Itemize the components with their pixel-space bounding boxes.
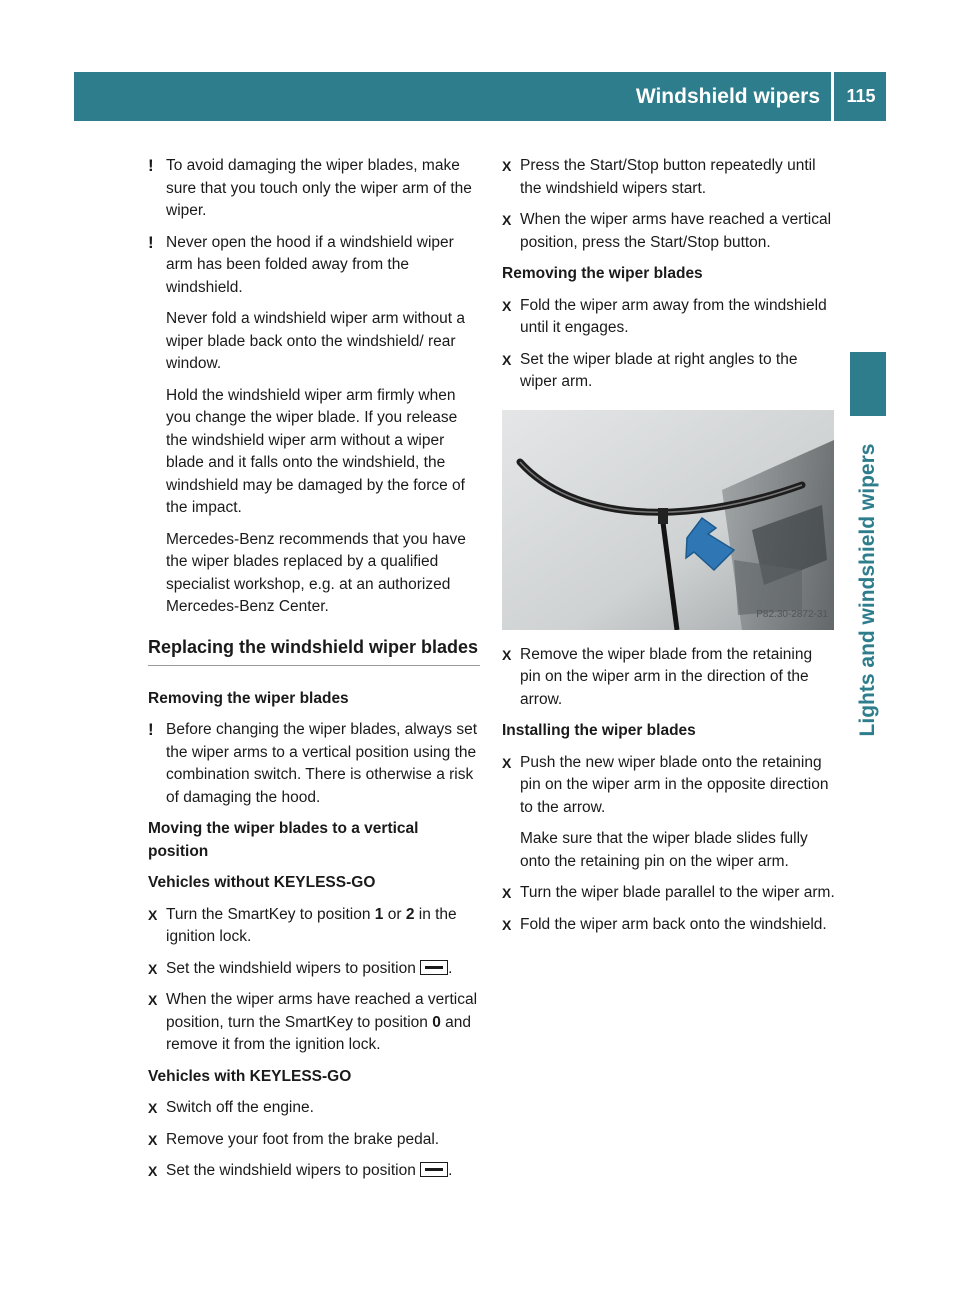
step-text: Set the windshield wipers to position <box>166 1162 421 1179</box>
section-title: Replacing the windshield wiper blades <box>148 635 480 666</box>
warning-text: Never open the hood if a windshield wiper arm has been folded away from the windshield. <box>166 233 454 296</box>
warning-paragraph: Hold the windshield wiper arm firmly when you change the wiper blade. If you release the windshield wiper arm without a wiper blade and it falls onto the windshield, the windshield may be damaged by the force of the impact. <box>166 386 465 516</box>
header-title: Windshield wipers <box>635 85 820 108</box>
step-text: Remove the wiper blade from the retaining pin on the wiper arm in the direction of the arrow. <box>520 645 813 708</box>
step-text-c: or <box>383 905 406 923</box>
warning-icon: ! <box>148 720 154 739</box>
position-1-value: 1 <box>374 905 384 923</box>
warning-note <box>148 232 480 300</box>
step-arrow-icon: X <box>502 754 512 771</box>
step-text: Push the new wiper blade onto the retaining pin on the wiper arm in the opposite direction to the arrow. <box>520 753 829 816</box>
step-text: Switch off the engine. <box>166 1099 314 1116</box>
step-arrow-icon: X <box>502 212 512 228</box>
left-column <box>148 155 480 1192</box>
warning-note <box>148 155 480 223</box>
step-item <box>502 914 835 937</box>
subheading-moving: Moving the wiper blades to a vertical position <box>148 820 419 860</box>
step-text: Set the wiper blade at right angles to the wiper arm. <box>520 350 798 390</box>
step-text: Remove your foot from the brake pedal. <box>166 1130 440 1148</box>
position-2-value: 2 <box>405 905 415 923</box>
step-item <box>148 1097 480 1120</box>
step-text-a: When the wiper arms have reached a vertical position, turn the SmartKey to position <box>166 991 478 1031</box>
wiper-blade-illustration <box>502 410 834 630</box>
step-arrow-icon: X <box>148 906 158 923</box>
warning-icon: ! <box>148 156 154 175</box>
step-item: X Set the windshield wipers to position . <box>148 958 480 981</box>
step-item <box>502 155 835 200</box>
header-divider <box>831 72 834 121</box>
step-arrow-icon: X <box>502 158 512 174</box>
warning-text: Before changing the wiper blades, always set the wiper arms to a vertical position using the combination switch. There is otherwise a risk of damaging the hood. <box>166 721 478 806</box>
step-note: Make sure that the wiper blade slides fully onto the retaining pin on the wiper arm. <box>520 830 808 870</box>
step-item <box>502 882 835 905</box>
header-bar <box>74 72 886 121</box>
subheading-with-keyless: Vehicles with KEYLESS-GO <box>148 1067 352 1085</box>
page-number: 115 <box>846 86 876 106</box>
step-arrow-icon: X <box>148 1131 158 1148</box>
step-item <box>502 644 835 712</box>
subheading-removing: Removing the wiper blades <box>148 689 349 707</box>
step-item <box>148 989 480 1057</box>
step-arrow-icon: X <box>502 351 512 368</box>
wiper-position-symbol-icon <box>420 960 448 975</box>
step-item <box>502 752 835 820</box>
step-text: Fold the wiper arm away from the windshield until it engages. <box>520 296 827 336</box>
right-column <box>502 155 835 945</box>
position-0-value: 0 <box>432 1013 441 1031</box>
step-item <box>502 349 835 394</box>
step-text: Fold the wiper arm back onto the windshield. <box>520 915 827 933</box>
step-text-c: and remove it from the ignition lock. <box>166 1013 472 1053</box>
side-tab-marker <box>850 352 886 416</box>
subheading-without-keyless: Vehicles without KEYLESS-GO <box>148 874 376 891</box>
step-text: Set the windshield wipers to position <box>166 959 421 977</box>
warning-paragraph: Never fold a windshield wiper arm without a wiper blade back onto the windshield/ rear window. <box>166 310 465 372</box>
step-arrow-icon: X <box>148 992 158 1008</box>
wiper-position-symbol-icon <box>420 1162 448 1177</box>
step-text: Turn the wiper blade parallel to the wiper arm. <box>520 884 835 901</box>
warning-icon: ! <box>148 232 154 252</box>
subheading-removing: Removing the wiper blades <box>502 265 703 282</box>
step-arrow-icon: X <box>148 1100 158 1116</box>
step-item <box>148 1129 480 1152</box>
step-text-a: Turn the SmartKey to position <box>166 905 375 923</box>
step-arrow-icon: X <box>502 297 512 314</box>
step-arrow-icon: X <box>148 960 158 977</box>
wiper-blade-photo <box>502 410 834 630</box>
subheading-installing: Installing the wiper blades <box>502 722 696 739</box>
step-item: X Set the windshield wipers to position . <box>148 1160 480 1183</box>
step-arrow-icon: X <box>502 916 512 933</box>
step-item <box>502 295 835 340</box>
step-arrow-icon: X <box>148 1163 158 1179</box>
step-text-e: in the ignition lock. <box>166 905 457 945</box>
step-text: When the wiper arms have reached a vertical position, press the Start/Stop button. <box>520 211 832 251</box>
step-item <box>502 209 835 254</box>
step-arrow-icon: X <box>502 885 512 901</box>
step-item <box>148 904 480 949</box>
step-text: Press the Start/Stop button repeatedly until the windshield wipers start. <box>520 157 816 197</box>
warning-text: To avoid damaging the wiper blades, make sure that you touch only the wiper arm of the wiper. <box>166 157 472 219</box>
warning-paragraph: Mercedes-Benz recommends that you have the wiper blades replaced by a qualified specialist workshop, e.g. at an authorized Mercedes-Benz Center. <box>166 530 466 615</box>
side-tab-label: Lights and windshield wipers <box>856 443 879 737</box>
warning-note <box>148 719 480 809</box>
image-code: P82.30-2872-31 <box>756 609 828 620</box>
step-arrow-icon: X <box>502 646 512 663</box>
